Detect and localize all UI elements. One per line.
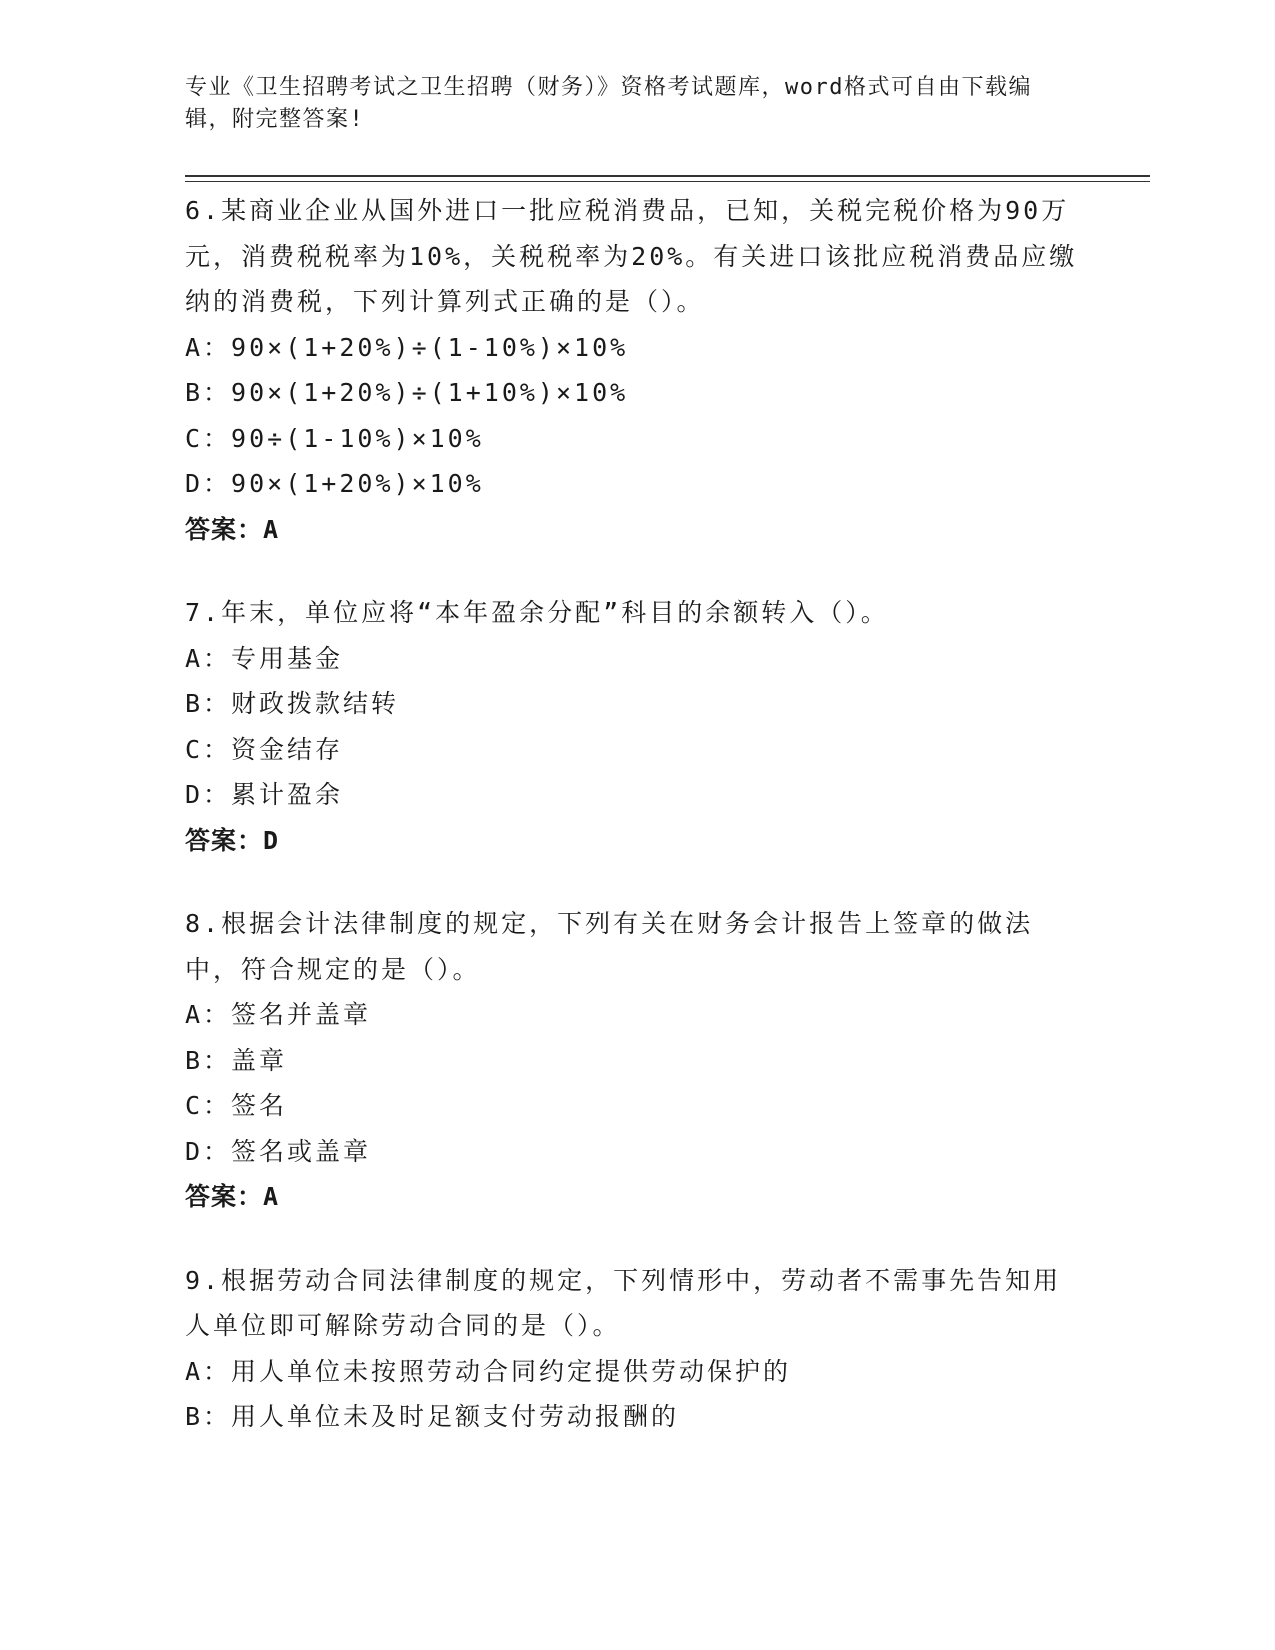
option-a: A：签名并盖章 [185,1000,372,1029]
question-stem: 6.某商业企业从国外进口一批应税消费品，已知，关税完税价格为90万元，消费税税率为10%，关税税率为20%。有关进口该批应税消费品应缴纳的消费税，下列计算列式正确的是（）。 [185,196,1078,316]
option-d: D：90×(1+20%)×10% [185,469,484,498]
option-b: B：90×(1+20%)÷(1+10%)×10% [185,378,629,407]
option-b: B：财政拨款结转 [185,689,400,718]
option-c: C：资金结存 [185,734,344,764]
option-b: B：用人单位未及时足额支付劳动报酬的 [185,1402,680,1431]
question-9 [185,1258,1085,1440]
option-a: A：90×(1+20%)÷(1-10%)×10% [185,332,629,362]
option-b: B：盖章 [185,1045,288,1075]
question-8 [185,901,1085,1220]
answer-line: 答案：A [185,514,280,544]
question-7 [185,590,1085,863]
option-d: D：签名或盖章 [185,1136,372,1166]
question-6 [185,188,1085,552]
question-list [185,188,1085,1478]
option-d: D：累计盈余 [185,780,344,809]
question-stem: 7.年末，单位应将“本年盈余分配”科目的余额转入（）。 [185,598,889,627]
option-a: A：用人单位未按照劳动合同约定提供劳动保护的 [185,1356,792,1386]
option-c: C：90÷(1-10%)×10% [185,423,484,453]
option-a: A：专用基金 [185,643,344,673]
question-stem: 8.根据会计法律制度的规定，下列有关在财务会计报告上签章的做法中，符合规定的是（）。 [185,909,1034,984]
header-divider [185,175,1150,182]
document-header: 专业《卫生招聘考试之卫生招聘（财务）》资格考试题库，word格式可自由下载编辑，附完整答案! [185,75,1032,132]
option-c: C：签名 [185,1091,288,1120]
answer-line: 答案：A [185,1182,280,1211]
answer-line: 答案：D [185,825,280,855]
question-stem: 9.根据劳动合同法律制度的规定，下列情形中，劳动者不需事先告知用人单位即可解除劳动合同的是（）。 [185,1265,1062,1340]
